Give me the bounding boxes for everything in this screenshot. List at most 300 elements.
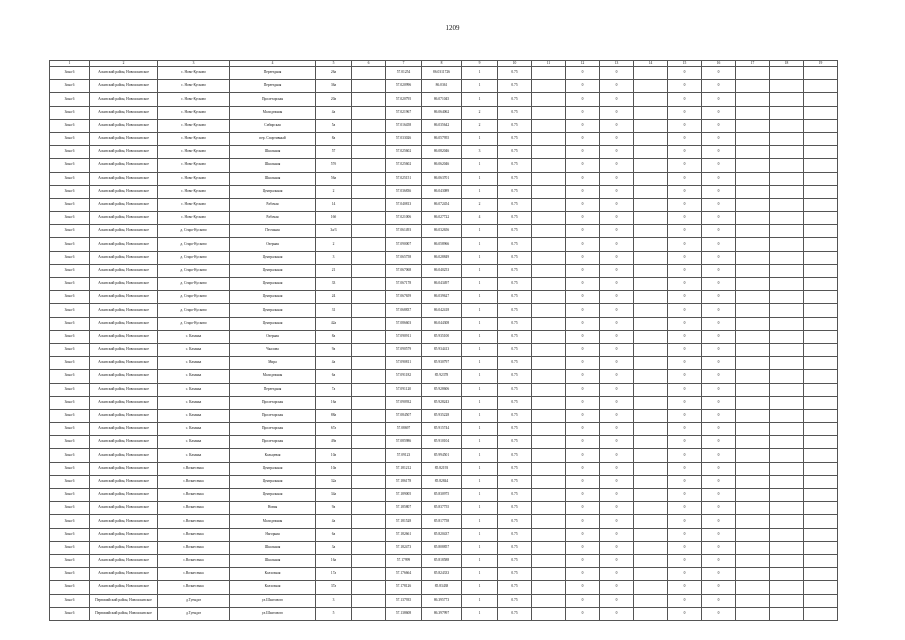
settlement-cell: с. Ново-Кусково [158,159,230,172]
house-cell: 10а [316,449,352,462]
volume-cell: 0.75 [498,594,532,607]
empty-cell [352,541,386,554]
count-cell: 2 [462,198,498,211]
value-cell: 0 [702,515,736,528]
empty-cell [532,594,566,607]
empty-cell [352,607,386,620]
house-cell: 49а [316,436,352,449]
zone-cell: Зона 6 [50,554,90,567]
empty-cell [634,528,668,541]
volume-cell: 0.75 [498,489,532,502]
table-row [50,409,838,422]
value-cell: 0 [600,462,634,475]
table-row [50,67,838,80]
value-cell: 0 [600,357,634,370]
empty-cell [532,317,566,330]
region-cell: Аскизский район, Новоаскизское [90,264,158,277]
value-cell: 0 [668,475,702,488]
value-cell: 0 [702,489,736,502]
value-cell: 0 [566,436,600,449]
volume-cell: 0.75 [498,264,532,277]
settlement-cell: с. Ново-Кусково [158,172,230,185]
street-cell: Молодежная [230,370,316,383]
latitude-cell: 57.090007 [386,238,422,251]
value-cell: 0 [566,462,600,475]
value-cell: 0 [702,554,736,567]
street-cell: Сибирская [230,119,316,132]
empty-cell [770,225,804,238]
empty-cell [804,343,838,356]
house-cell: 33 [316,278,352,291]
empty-cell [770,80,804,93]
empty-cell [532,251,566,264]
volume-cell: 0.75 [498,198,532,211]
empty-cell [770,278,804,291]
value-cell: 0 [566,172,600,185]
count-cell: 1 [462,80,498,93]
empty-cell [532,423,566,436]
value-cell: 0 [702,291,736,304]
value-cell: 0 [702,278,736,291]
empty-cell [770,172,804,185]
house-cell: 34а [316,489,352,502]
column-number: 7 [386,61,422,67]
empty-cell [634,436,668,449]
street-cell: Переездная [230,67,316,80]
empty-cell [352,489,386,502]
longitude-cell: 85.808857 [422,541,462,554]
table-row [50,119,838,132]
empty-cell [352,343,386,356]
value-cell: 0 [702,251,736,264]
table-row [50,515,838,528]
value-cell: 0 [668,146,702,159]
empty-cell [532,264,566,277]
value-cell: 0 [600,541,634,554]
zone-cell: Зона 6 [50,225,90,238]
empty-cell [736,212,770,225]
value-cell: 0 [566,278,600,291]
value-cell: 0 [566,528,600,541]
count-cell: 1 [462,409,498,422]
house-cell: 9а [316,343,352,356]
value-cell: 0 [668,317,702,330]
empty-cell [770,67,804,80]
volume-cell: 0.75 [498,317,532,330]
latitude-cell: 57.090911 [386,330,422,343]
value-cell: 0 [600,436,634,449]
count-cell: 1 [462,475,498,488]
settlement-cell: с. Казанка [158,383,230,396]
empty-cell [770,317,804,330]
column-number: 11 [532,61,566,67]
house-cell: 8а [316,330,352,343]
longitude-cell: 86.043089 [422,185,462,198]
latitude-cell: 57.186178 [386,475,422,488]
page-number: 1209 [445,24,460,32]
empty-cell [770,251,804,264]
house-cell: 31 [316,304,352,317]
empty-cell [804,383,838,396]
value-cell: 0 [702,502,736,515]
latitude-cell: 57.084507 [386,409,422,422]
column-number: 2 [90,61,158,67]
empty-cell [804,436,838,449]
value-cell: 0 [702,198,736,211]
region-cell: Аскизский район, Новоаскизское [90,515,158,528]
longitude-cell: 86.058966 [422,238,462,251]
empty-cell [804,515,838,528]
house-cell: 14 [316,198,352,211]
region-cell: Аскизский район, Новоаскизское [90,554,158,567]
empty-cell [634,541,668,554]
value-cell: 0 [600,581,634,594]
empty-cell [804,172,838,185]
settlement-cell: д. Старо-Кусково [158,251,230,264]
value-cell: 0 [600,278,634,291]
empty-cell [352,409,386,422]
empty-cell [736,317,770,330]
volume-cell: 0.75 [498,449,532,462]
value-cell: 0 [702,317,736,330]
empty-cell [770,502,804,515]
empty-cell [634,396,668,409]
value-cell: 0 [600,291,634,304]
empty-cell [352,172,386,185]
volume-cell: 0.75 [498,119,532,132]
empty-cell [532,370,566,383]
empty-cell [532,607,566,620]
settlement-cell: д. Старо-Кусково [158,264,230,277]
empty-cell [804,291,838,304]
count-cell: 1 [462,528,498,541]
value-cell: 0 [668,119,702,132]
street-cell: Переездная [230,383,316,396]
latitude-cell: 57.181212 [386,462,422,475]
street-cell: Центральная [230,251,316,264]
street-cell: Молодежная [230,515,316,528]
table-row [50,317,838,330]
empty-cell [532,581,566,594]
count-cell: 1 [462,607,498,620]
region-cell: Аскизский район, Новоаскизское [90,132,158,145]
empty-cell [804,594,838,607]
value-cell: 0 [600,423,634,436]
latitude-cell: 57.176664 [386,568,422,581]
empty-cell [736,515,770,528]
volume-cell: 0.75 [498,330,532,343]
latitude-cell: 57.025602 [386,159,422,172]
longitude-cell: 86.0311726 [422,67,462,80]
value-cell: 0 [566,502,600,515]
value-cell: 0 [600,225,634,238]
empty-cell [804,423,838,436]
empty-cell [770,528,804,541]
value-cell: 0 [668,93,702,106]
latitude-cell: 57.185807 [386,502,422,515]
empty-cell [532,172,566,185]
empty-cell [804,607,838,620]
empty-cell [770,357,804,370]
volume-cell: 0.75 [498,541,532,554]
value-cell: 0 [702,212,736,225]
value-cell: 0 [702,93,736,106]
empty-cell [352,80,386,93]
value-cell: 0 [600,80,634,93]
house-cell: 4а [316,357,352,370]
value-cell: 0 [600,594,634,607]
settlement-cell: с. Ново-Кусково [158,146,230,159]
latitude-cell: 57.08697 [386,423,422,436]
house-cell: 24 [316,291,352,304]
empty-cell [770,119,804,132]
value-cell: 0 [702,185,736,198]
region-cell: Аскизский район, Новоаскизское [90,502,158,515]
value-cell: 0 [668,581,702,594]
value-cell: 0 [566,159,600,172]
value-cell: 0 [668,106,702,119]
settlement-cell: д. Старо-Кусково [158,278,230,291]
region-cell: Аскизский район, Новоаскизское [90,581,158,594]
longitude-cell: 86.040253 [422,264,462,277]
region-cell: Аскизский район, Новоаскизское [90,304,158,317]
longitude-cell: 86.028849 [422,251,462,264]
house-cell: 4а [316,515,352,528]
street-cell: Переездная [230,80,316,93]
longitude-cell: 85.818588 [422,554,462,567]
value-cell: 0 [668,357,702,370]
settlement-cell: д. Старо-Кусково [158,225,230,238]
empty-cell [736,541,770,554]
house-cell: 57 [316,146,352,159]
volume-cell: 0.75 [498,581,532,594]
empty-cell [804,449,838,462]
volume-cell: 0.75 [498,251,532,264]
volume-cell: 0.75 [498,80,532,93]
zone-cell: Зона 6 [50,119,90,132]
count-cell: 2 [462,106,498,119]
longitude-cell: 86.039627 [422,291,462,304]
empty-cell [770,304,804,317]
empty-cell [770,330,804,343]
value-cell: 0 [702,581,736,594]
settlement-cell: с. Ново-Кусково [158,185,230,198]
empty-cell [736,264,770,277]
value-cell: 0 [600,119,634,132]
value-cell: 0 [566,343,600,356]
column-number: 10 [498,61,532,67]
region-cell: Аскизский район, Новоаскизское [90,568,158,581]
empty-cell [770,489,804,502]
count-cell: 1 [462,225,498,238]
settlement-cell: с.Вознесенка [158,489,230,502]
table-row [50,554,838,567]
table-row [50,607,838,620]
value-cell: 0 [566,607,600,620]
empty-cell [736,80,770,93]
empty-cell [736,436,770,449]
region-cell: Аскизский район, Новоаскизское [90,278,158,291]
empty-cell [804,330,838,343]
latitude-cell: 57.137935 [386,594,422,607]
value-cell: 0 [600,396,634,409]
count-cell: 1 [462,423,498,436]
zone-cell: Зона 6 [50,330,90,343]
volume-cell: 0.75 [498,304,532,317]
longitude-cell: 85.82193 [422,462,462,475]
volume-cell: 0.75 [498,370,532,383]
value-cell: 0 [600,185,634,198]
latitude-cell: 57.025602 [386,146,422,159]
value-cell: 0 [566,146,600,159]
empty-cell [532,67,566,80]
empty-cell [804,396,838,409]
empty-cell [532,528,566,541]
zone-cell: Зона 6 [50,370,90,383]
value-cell: 0 [566,212,600,225]
empty-cell [532,198,566,211]
house-cell: 16а [316,554,352,567]
value-cell: 0 [566,198,600,211]
column-number: 5 [316,61,352,67]
column-number: 3 [158,61,230,67]
empty-cell [634,106,668,119]
region-cell: Аскизский район, Новоаскизское [90,423,158,436]
region-cell: Аскизский район, Новоаскизское [90,67,158,80]
empty-cell [804,264,838,277]
settlement-cell: с. Ново-Кусково [158,80,230,93]
street-cell: Центральная [230,185,316,198]
empty-cell [352,185,386,198]
street-cell: ул.Шахтового [230,594,316,607]
value-cell: 0 [566,383,600,396]
zone-cell: Зона 6 [50,357,90,370]
latitude-cell: 57.181528 [386,515,422,528]
empty-cell [634,502,668,515]
latitude-cell: 57.178126 [386,581,422,594]
table-row [50,594,838,607]
zone-cell: Зона 6 [50,515,90,528]
settlement-cell: с.Вознесенка [158,502,230,515]
zone-cell: Зона 6 [50,212,90,225]
empty-cell [634,225,668,238]
empty-cell [736,106,770,119]
region-cell: Аскизский район, Новоаскизское [90,449,158,462]
longitude-cell: 85.934413 [422,343,462,356]
value-cell: 0 [600,317,634,330]
empty-cell [736,93,770,106]
zone-cell: Зона 6 [50,396,90,409]
count-cell: 1 [462,370,498,383]
volume-cell: 0.75 [498,238,532,251]
settlement-cell: с. Казанка [158,396,230,409]
value-cell: 0 [600,409,634,422]
empty-cell [770,423,804,436]
empty-cell [770,198,804,211]
zone-cell: Зона 6 [50,67,90,80]
volume-cell: 0.75 [498,383,532,396]
empty-cell [352,93,386,106]
empty-cell [352,159,386,172]
street-cell: Школьная [230,554,316,567]
table-row [50,146,838,159]
longitude-cell: 86.395773 [422,594,462,607]
value-cell: 0 [668,396,702,409]
settlement-cell: с. Ново-Кусково [158,198,230,211]
zone-cell: Зона 6 [50,409,90,422]
street-cell: Чкалова [230,343,316,356]
empty-cell [736,159,770,172]
empty-cell [634,159,668,172]
zone-cell: Зона 6 [50,423,90,436]
empty-cell [736,238,770,251]
volume-cell: 0.75 [498,357,532,370]
empty-cell [804,475,838,488]
column-number: 14 [634,61,668,67]
settlement-cell: с. Казанка [158,409,230,422]
register-table [49,60,838,621]
house-cell: 6а [316,370,352,383]
empty-cell [532,185,566,198]
value-cell: 0 [600,383,634,396]
empty-cell [532,212,566,225]
zone-cell: Зона 6 [50,185,90,198]
empty-cell [736,185,770,198]
value-cell: 0 [702,594,736,607]
region-cell: Аскизский район, Новоаскизское [90,238,158,251]
empty-cell [770,462,804,475]
street-cell: Центральная [230,489,316,502]
empty-cell [770,212,804,225]
value-cell: 0 [600,568,634,581]
empty-cell [770,383,804,396]
longitude-cell: 85.830975 [422,489,462,502]
settlement-cell: с. Казанка [158,449,230,462]
empty-cell [736,502,770,515]
empty-cell [804,568,838,581]
region-cell: Аскизский район, Новоаскизское [90,93,158,106]
empty-cell [634,343,668,356]
value-cell: 0 [668,343,702,356]
volume-cell: 0.75 [498,185,532,198]
count-cell: 1 [462,554,498,567]
volume-cell: 0.75 [498,554,532,567]
empty-cell [736,489,770,502]
empty-cell [804,502,838,515]
table-row [50,132,838,145]
empty-cell [634,185,668,198]
region-cell: Аскизский район, Новоаскизское [90,475,158,488]
value-cell: 0 [668,304,702,317]
settlement-cell: с. Казанка [158,370,230,383]
empty-cell [352,264,386,277]
volume-cell: 0.75 [498,212,532,225]
empty-cell [634,449,668,462]
column-number: 13 [600,61,634,67]
count-cell: 1 [462,502,498,515]
region-cell: Аскизский район, Новоаскизское [90,119,158,132]
empty-cell [736,449,770,462]
latitude-cell: 57.016458 [386,119,422,132]
value-cell: 0 [702,172,736,185]
empty-cell [804,93,838,106]
street-cell: ул.Шахтового [230,607,316,620]
empty-cell [770,146,804,159]
value-cell: 0 [566,554,600,567]
street-cell: Школьная [230,172,316,185]
volume-cell: 0.75 [498,106,532,119]
empty-cell [770,594,804,607]
